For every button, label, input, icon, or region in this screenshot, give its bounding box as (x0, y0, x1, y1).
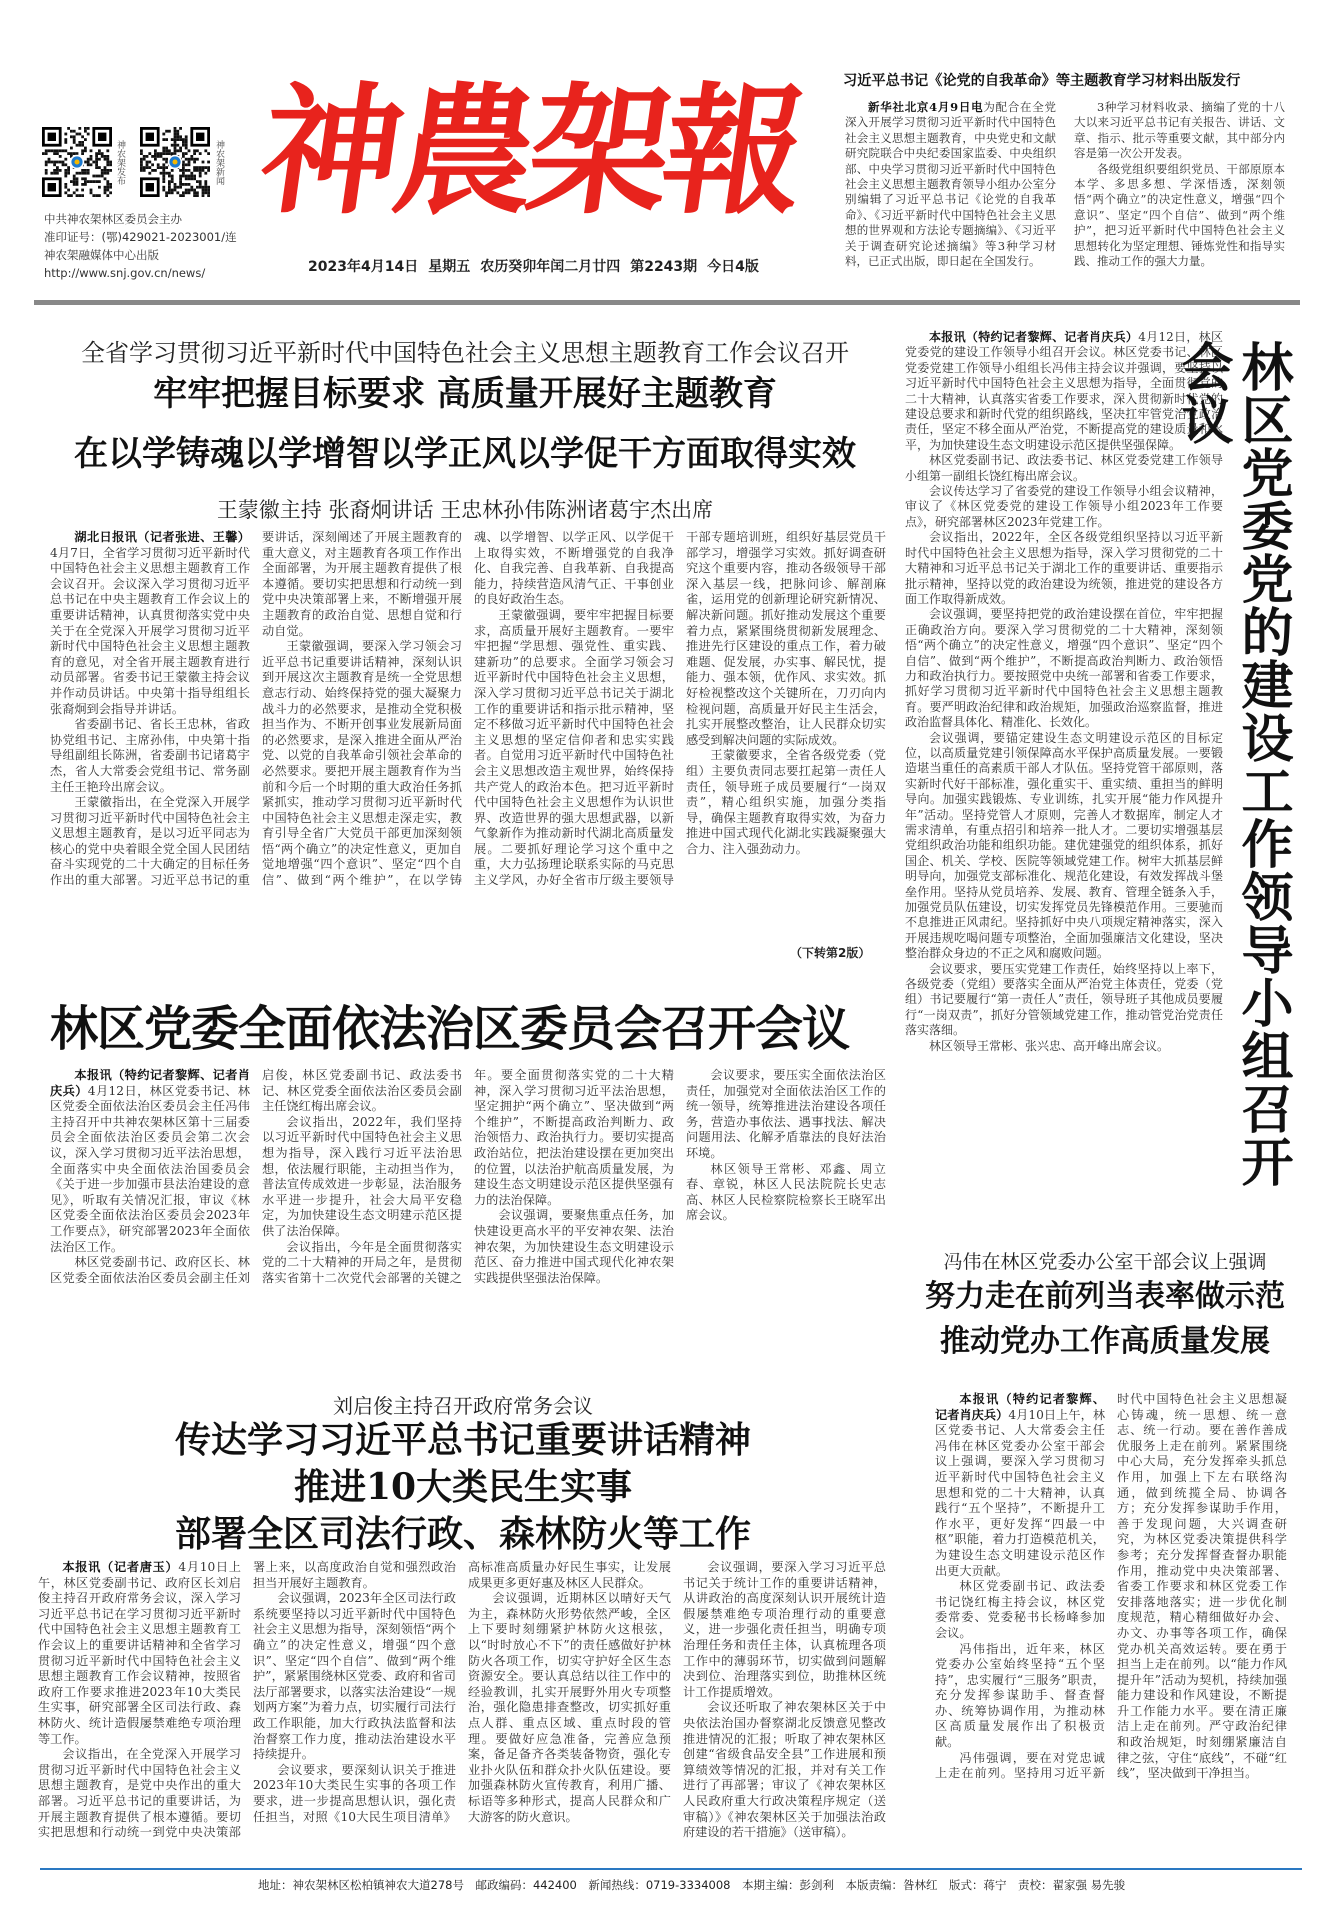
paragraph-text: 会议传达学习了省委党的建设工作领导小组会议精神，审议了《林区党委党的建设工作领导小组2023年工作要点》，研究部署林区2023年党建工作。 (905, 484, 1223, 529)
paragraph-text: 会议指出，2022年，我们坚持以习近平新时代中国特色社会主义思想为指导，深入践行习近平法治思想，依法履行职能，主动担当作为，普法宣传成效进一步彰显，法治服务水平进一步提升，社会大局平安稳定，为加快建设生态文明建示范区提供了法治保障。 (262, 1114, 462, 1238)
paragraph-text: 为配合在全党深入开展学习贯彻习近平新时代中国特色社会主义思想主题教育，中央党史和文献研究院联合中央纪委国家监委、中央组织部、中央学习贯彻习近平新时代中国特色社会主义思想主题教育领导小组办公室分别编辑了习近平总书记《论党的自我革命》、《习近平新时代中国特色社会主义思想的世界观和方法论专题摘编》、《习近平关于调查研究论述摘编》等3种学习材料，已正式出版，即日起在全国发行。 (845, 100, 1056, 269)
paragraph-text: 4月10日上午，林区党委书记、人大常委会主任冯伟在林区党委办公室干部会议上强调，要深入学习贯彻习近平新时代中国特色社会主义思想和党的二十大精神，认真践行“五个坚持”，不断提升工作水平，更好发挥“四最一中枢”职能，着力打造模范机关，为建设生态文明建设示范区作出更大贡献。 (935, 1407, 1106, 1578)
article-paragraph (468, 1591, 671, 1825)
article-paragraph (905, 484, 1223, 530)
article-paragraph (262, 1115, 462, 1240)
continued-notice[interactable]: （下转第2版） (790, 946, 871, 960)
article-paragraph (1074, 162, 1285, 270)
dateline-lead: 湖北日报讯（记者张进、王馨） (74, 530, 250, 544)
article-paragraph (935, 1642, 1105, 1751)
article-paragraph (905, 962, 1223, 1039)
sponsor: 中共神农架林区委员会主办 (44, 212, 182, 226)
article-paragraph (935, 1579, 1105, 1641)
paragraph-text: 3种学习材料收录、摘编了党的十八大以来习近平总书记有关报告、讲话、文章、指示、批示等重要文献，其中部分内容是第一次公开发表。 (1074, 100, 1285, 161)
article-paragraph (905, 731, 1223, 962)
dateline (308, 256, 769, 276)
paragraph-text: 会议要求，要深刻认识关于推进2023年10大类民生实事的各项工作要求，进一步提高思想认识，强化责任担当，对照《10大民生项目清单》高标准高质量办好民生事实，让发展成果更多更好惠及林区人民群众。 (253, 1560, 671, 1824)
paragraph-text: 会议强调，要坚持把党的政治建设摆在首位，牢牢把握正确政治方向。要深入学习贯彻党的二十大精神，深刻领悟“两个确立”的决定性意义，增强“四个意识”、坚定“四个自信”、做到“两个维护”，不断提高政治判断力、政治领悟力和政治执行力。要按照党中央统一部署和省委工作要求，抓好学习贯彻习近平新时代中国特色社会主义思想主题教育。要严明政治纪律和政治规矩，加强政治巡察监督，推进政治监督具体化、精准化、长效化。 (905, 607, 1223, 730)
paragraph-text: 会议要求，要压实全面依法治区责任，加强党对全面依法治区工作的统一领导，统筹推进法治建设各项任务，营造办事依法、遇事找法、解决问题用法、化解矛盾靠法的良好法治环境。 (686, 1068, 886, 1160)
issue-number: 第2243期 (630, 259, 698, 275)
article-paragraph (686, 748, 886, 857)
publisher: 神农架融媒体中心出版 (44, 248, 159, 262)
rule-of-law-body (50, 1068, 886, 1348)
article-paragraph (683, 1700, 886, 1840)
article-paragraph (686, 1068, 886, 1162)
article-paragraph (905, 607, 1223, 730)
article-paragraph (38, 1560, 241, 1747)
article-paragraph (474, 1208, 674, 1286)
office-story-kicker: 冯伟在林区党委办公室干部会议上强调 (943, 1251, 1267, 1273)
masthead-divider (34, 300, 1300, 305)
qr-code-icon (140, 125, 210, 199)
article-paragraph (50, 1068, 250, 1255)
qr-label: 神农架新闻 (214, 140, 224, 185)
main-story-kicker: 全省学习贯彻习近平新时代中国特色社会主义思想主题教育工作会议召开 (81, 339, 849, 367)
paragraph-text: 冯伟强调，要在对党忠诚上走在前列。坚持用习近平新时代中国特色社会主义思想凝心铸魂，统一思想、统一意志、统一行动。要在善作善成优服务上走在前列。紧紧围绕中心大局，充分发挥牵头抓总作用，加强上下左右联络沟通，做到统揽全局、协调各方；充分发挥参谋助手作用，善于发现问题，大兴调查研究，为林区党委决策提供科学参考；充分发挥督查督办职能作用，推动党中央决策部署、省委工作要求和林区党委工作安排落地落实；进一步优化制度规范，精心精细做好办会、办文、办事等各项工作，确保党办机关高效运转。要在勇于担当上走在前列。以“能力作风提升年”活动为契机，持续加强能力建设和作风建设，不断提升工作能力水平。要在清正廉洁上走在前列。严守政治纪律和政治规矩，时刻绷紧廉洁自律之弦，守住“底线”，不碰“红线”，坚决做到干净担当。 (935, 1392, 1287, 1781)
lunar-date: 农历癸卯年闰二月廿四 (480, 259, 621, 275)
newspaper-logo: 神農架報 (250, 70, 810, 234)
gov-story-kicker: 刘启俊主持召开政府常务会议 (333, 1394, 593, 1418)
paragraph-text: 会议指出，2022年，全区各级党组织坚持以习近平新时代中国特色社会主义思想为指导，深入学习贯彻党的二十大精神和习近平总书记关于湖北工作的重要讲话、重要指示批示精神，坚持以党的政治建设为统领，推进党的建设各方面工作取得新成效。 (905, 530, 1223, 606)
article-paragraph (683, 1560, 886, 1700)
date: 2023年4月14日 (308, 259, 419, 275)
paragraph-text: 王蒙徽指出，在全党深入开展学习贯彻习近平新时代中国特色社会主义思想主题教育，是以习近平同志为核心的党中央着眼全党全国人民团结奋斗实现党的二十大确定的目标任务作出的重大部署。习近平总书记的重要讲话，深刻阐述了开展主题教育的重大意义，对主题教育各项工作作出全面部署，为开展主题教育提供了根本遵循。要切实把思想和行动统一到党中央决策部署上来，不断增强开展主题教育的政治自觉、思想自觉和行动自觉。 (50, 530, 462, 888)
article-paragraph (50, 530, 250, 717)
paragraph-text: 会议要求，要压实党建工作责任，始终坚持以上率下，各级党委（党组）要落实全面从严治党主体责任，党委（党组）书记要履行“第一责任人”责任，领导班子其他成员要履行“一岗双责”，抓好分管领域党建工作，推动管党治党责任落实落细。 (905, 961, 1223, 1038)
top-news-body (845, 100, 1285, 282)
paragraph-text: 4月7日，全省学习贯彻习近平新时代中国特色社会主义思想主题教育工作会议召开。会议深入学习贯彻习近平总书记在中央主题教育工作会议上的重要讲话精神，认真贯彻落实党中央关于在全党深入开展学习贯彻习近平新时代中国特色社会主义思想主题教育的意见，对全省开展主题教育进行动员部署。省委书记王蒙徽主持会议并作动员讲话。中央第十指导组组长张裔炯到会指导并讲话。 (50, 545, 250, 716)
main-story-headline-2[interactable]: 在以学铸魂以学增智以学正风以学促干方面取得实效 (74, 434, 856, 474)
office-story-headline-2[interactable]: 推动党办工作高质量发展 (940, 1324, 1270, 1359)
article-paragraph (686, 1162, 886, 1224)
paragraph-text: 林区党委副书记、政法委书记饶红梅主持会议，林区党委常委、党委秘书长杨峰参加会议。 (935, 1579, 1105, 1640)
rule-of-law-headline[interactable]: 林区党委全面依法治区委员会召开会议 (50, 1001, 850, 1057)
license: 准印证号：(鄂)429021-2023001/连 (44, 230, 237, 244)
qr-code-shennongjia-release[interactable] (42, 125, 112, 199)
gov-story-headline-3[interactable]: 部署全区司法行政、森林防火等工作 (174, 1513, 751, 1555)
top-news-headline[interactable]: 习近平总书记《论党的自我革命》等主题教育学习材料出版发行 (843, 73, 1241, 89)
article-paragraph (50, 717, 250, 795)
paragraph-text: 林区党委副书记、政法委书记、林区党委党建工作领导小组第一副组长饶红梅出席会议。 (905, 453, 1223, 483)
office-story-headline-1[interactable]: 努力走在前列当表率做示范 (925, 1279, 1285, 1314)
footer-rule (40, 1868, 1302, 1870)
party-building-headline[interactable]: 林区党委党的建设工作领导小组召开会议 (1172, 340, 1293, 1188)
main-story-body (50, 530, 886, 934)
article-paragraph (905, 1039, 1223, 1054)
weekday: 星期五 (428, 259, 471, 275)
dateline-lead: 本报讯（特约记者黎辉、记者肖庆兵） (935, 1392, 1105, 1422)
paragraph-text: 会议指出，今年是全面贯彻落实党的二十大精神的开局之年，是贯彻落实省第十二次党代会部署的关键之年。要全面贯彻落实党的二十大精神，深入学习贯彻习近平法治思想，坚定拥护“两个确立”、坚决做到“两个维护”，不断提高政治判断力、政治领悟力、政治执行力。要切实提高政治站位，把法治建设摆在更加突出的位置，以法治护航高质量发展，为建设生态文明建设示范区提供坚强有力的法治保障。 (262, 1068, 674, 1285)
paragraph-text: 各级党组织要组织党员、干部原原本本学、多思多想、学深悟透，深刻领悟“两个确立”的决定性意义，增强“四个意识”、坚定“四个自信”、做到“两个维护”，把习近平新时代中国特色社会主义思想转化为坚定理想、锤炼党性和指导实践、推动工作的强大力量。 (1074, 161, 1285, 269)
paragraph-text: 4月12日，林区党委书记、林区党委全面依法治区委员会主任冯伟主持召开中共神农架林区第十三届委员会全面依法治区委员会第二次会议，深入学习贯彻习近平法治思想，全面落实中央全面依法治国委员会《关于进一步加强市县法治建设的意见》，听取有关情况汇报，审议《林区党委全面依法治区委员会2023年工作要点》，研究部署2023年全面依法治区工作。 (50, 1083, 251, 1254)
office-story-body (935, 1392, 1287, 1860)
paragraph-text: 王蒙徽要求，全省各级党委（党组）主要负责同志要扛起第一责任人责任，领导班子成员要履行“一岗双责”，精心组织实施，加强分类指导，确保主题教育取得实效，为奋力推进中国式现代化湖北实践凝聚强大合力、注入强劲动力。 (686, 748, 886, 856)
party-building-body (905, 330, 1223, 1220)
paragraph-text: 会议强调，要深入学习习近平总书记关于统计工作的重要讲话精神，从讲政治的高度深刻认识开展统计造假屡禁难绝专项治理行动的重要意义，进一步强化责任担当，明确专项治理任务和责任主体，认真梳理各项工作中的薄弱环节，切实做到问题解决到位、治理落实到位，助推林区统计工作提质增效。 (683, 1560, 886, 1699)
page-count: 今日4版 (707, 259, 759, 275)
article-paragraph (905, 530, 1223, 607)
paragraph-text: 4月12日，林区党委党的建设工作领导小组召开会议。林区党委书记、林区党委党建工作领导小组组长冯伟主持会议并强调，要坚持以习近平新时代中国特色社会主义思想为指导，全面贯彻党的二十大精神，认真落实省委工作要求，深入贯彻新时代党的建设总要求和新时代党的组织路线，坚决扛牢管党治党政治责任，坚定不移全面从严治党，不断提高党的建设质量和水平，为加快建设生态文明建设示范区提供坚强保障。 (905, 330, 1223, 452)
article-paragraph (253, 1591, 456, 1763)
gov-story-headline-2[interactable]: 推进10大类民生实事 (293, 1466, 633, 1508)
paragraph-text: 会议还听取了神农架林区关于中央依法治国办督察湖北反馈意见整改推进情况的汇报；听取了神农架林区创建“省级食品安全县”工作进展和预算绩效等情况的汇报，并对有关工作进行了再部署；审议了《神农架林区人民政府重大行政决策程序规定（送审稿）》《神农架林区关于加强法治政府建设的若干措施》（送审稿）。 (683, 1700, 886, 1840)
dateline-lead: 新华社北京4月9日电 (868, 100, 984, 114)
dateline-lead: 本报讯（特约记者黎辉、记者肖庆兵） (929, 330, 1139, 344)
paragraph-text: 会议强调，近期林区以晴好天气为主，森林防火形势依然严峻，全区上下要时刻绷紧护林防火这根弦，以“时时放心不下”的责任感做好护林防火各项工作，切实守护好全区生态资源安全。要认真总结以往工作中的经验教训，扎实开展野外用火专项整治，强化隐患排查整改，切实抓好重点人群、重点区域、重点时段的管理。要做好应急准备，完善应急预案，备足备齐各类装备物资，强化专业扑火队伍和群众扑火队伍建设。要加强森林防火宣传教育，利用广播、标语等多种形式，提高人民群众和广大游客的防火意识。 (468, 1591, 671, 1824)
qr-code-shennongjia-news[interactable] (140, 125, 210, 199)
paragraph-text: 林区党委副书记、政府区长、林区党委全面依法治区委员会副主任刘启俊，林区党委副书记、政法委书记、林区党委全面依法治区委员会副主任饶红梅出席会议。 (50, 1068, 462, 1285)
article-paragraph (1074, 100, 1285, 162)
paragraph-text: 林区领导王常彬、张兴忠、高开峰出席会议。 (929, 1038, 1170, 1053)
main-story-byline: 王蒙徽主持 张裔炯讲话 王忠林孙伟陈洲诸葛宇杰出席 (216, 498, 714, 522)
paragraph-text: 会议强调，2023年全区司法行政系统要坚持以习近平新时代中国特色社会主义思想为指导，深刻领悟“两个确立”的决定性意义，增强“四个意识”、坚定“四个自信”、做到“两个维护”，紧紧围绕林区党委、政府和省司法厅部署要求，以落实法治建设“一规划两方案”为着力点，切实履行司法行政工作职能，加大行政执法监督和法治督察工作力度，推动法治建设水平持续提升。 (253, 1591, 456, 1762)
main-story-headline-1[interactable]: 牢牢把握目标要求 高质量开展好主题教育 (153, 374, 777, 414)
paragraph-text: 林区领导王常彬、邓鑫、周立春、章锐，林区人民法院院长史志高、林区人民检察院检察长王晓军出席会议。 (686, 1161, 886, 1223)
paragraph-text: 王蒙徽强调，要深入学习领会习近平总书记重要讲话精神，深刻认识到开展这次主题教育是统一全党思想意志行动、始终保持党的强大凝聚力战斗力的必然要求，是推动全党积极担当作为、不断开创事业发展新局面的必然要求，是深入推进全面从严治党、以党的自我革命引领社会革命的必然要求。要把开展主题教育作为当前和今后一个时期的重大政治任务抓紧抓实，推动学习贯彻习近平新时代中国特色社会主义思想走深走实，教育引导全省广大党员干部更加深刻领悟“两个确立”的决定性意义，更加自觉地增强“四个意识”、坚定“四个自信”、做到“两个维护”，在以学铸魂、以学增智、以学正风、以学促干上取得实效，不断增强党的自我净化、自我完善、自我革新、自我提高能力，持续营造风清气正、干事创业的良好政治生态。 (262, 530, 674, 888)
footer-info: 地址：神农架林区松柏镇神农大道278号 邮政编码：442400 新闻热线：0719-3334008 本期主编：彭剑利 本版责编：昝林红 版式：蒋宁 责校：翟家强 易先骏 (258, 1878, 1126, 1892)
qr-code-icon (42, 125, 112, 199)
paragraph-text: 会议强调，要锚定建设生态文明建设示范区的目标定位，以高质量党建引领保障高水平保护高质量发展。一要锻造堪当重任的高素质干部人才队伍。坚持党管干部原则，落实新时代好干部标准，强化重实干、重实绩、重担当的鲜明导向。加强实践锻炼、专业训练，扎实开展“能力作风提升年”活动。坚持党管人才原则，完善人才数据库，制定人才需求清单，有重点招引和培养一批人才。二要切实增强基层党组织政治功能和组织功能。建优建强党的组织体系，抓好国企、机关、学校、医院等领域党建工作。树牢大抓基层鲜明导向，加强党支部标准化、规范化建设，有效发挥战斗堡垒作用。坚持从党员培养、发展、教育、管理全链条入手，加强党员队伍建设，切实发挥党员先锋模范作用。三要驰而不息推进正风肃纪。坚持抓好中央八项规定精神落实，深入开展违规吃喝问题专项整治，全面加强廉洁文化建设，坚决整治群众身边的不正之风和腐败问题。 (905, 730, 1223, 961)
dateline-lead: 本报讯（特约记者黎辉、记者肖庆兵） (50, 1068, 250, 1098)
paragraph-text: 冯伟指出，近年来，林区党委办公室始终坚持“五个坚持”，忠实履行“三服务”职责，充分发挥参谋助手、督查督办、统筹协调作用，为推动林区高质量发展作出了积极贡献。 (935, 1641, 1105, 1750)
paragraph-text: 4月10日上午，林区党委副书记、政府区长刘启俊主持召开政府常务会议，深入学习习近平总书记在学习贯彻习近平新时代中国特色社会主义思想主题教育工作会议上的重要讲话精神和全省学习贯彻习近平新时代中国特色社会主义思想主题教育工作会议精神，按照省政府工作要求推进2023年10大类民生实事，研究部署全区司法行政、森林防火、统计造假屡禁难绝专项治理等工作。 (38, 1560, 241, 1746)
paragraph-text: 会议指出，在全党深入开展学习贯彻习近平新时代中国特色社会主义思想主题教育，是党中央作出的重大部署。习近平总书记的重要讲话，为开展主题教育提供了根本遵循。要切实把思想和行动统一到党中央决策部署上来，以高度政治自觉和强烈政治担当开展好主题教育。 (38, 1560, 456, 1840)
article-paragraph (905, 453, 1223, 484)
website-url[interactable]: http://www.snj.gov.cn/news/ (44, 266, 206, 280)
publication-info (44, 210, 237, 282)
qr-label: 神农架发布 (115, 140, 125, 185)
dateline-lead: 本报讯（记者唐玉） (62, 1560, 179, 1574)
gov-story-headline-1[interactable]: 传达学习习近平总书记重要讲话精神 (174, 1419, 751, 1461)
paragraph-text: 省委副书记、省长王忠林，省政协党组书记、主席孙伟，中央第十指导组副组长陈洲，省委副书记诸葛宇杰，省人大常委会党组书记、常务副主任王艳玲出席会议。 (50, 717, 250, 794)
paragraph-text: 王蒙徽强调，要牢牢把握目标要求，高质量开展好主题教育。一要牢牢把握“学思想、强党性、重实践、建新功”的总要求。全面学习领会习近平新时代中国特色社会主义思想，深入学习贯彻习近平总书记关于湖北工作的重要讲话和指示批示精神，坚定不移做习近平新时代中国特色社会主义思想的坚定信仰者和忠实实践者。自觉用习近平新时代中国特色社会主义思想改造主观世界，始终保持共产党人的政治本色。把习近平新时代中国特色社会主义思想作为认识世界、改造世界的强大思想武器，以新气象新作为推动新时代湖北高质量发展。二要抓好理论学习这个重中之重，大力弘扬理论联系实际的马克思主义学风，办好全省市厅级主要领导干部专题培训班，组织好基层党员干部学习，增强学习实效。抓好调查研究这个重要内容，推动各级领导干部深入基层一线，把脉问诊、解剖麻雀，运用党的创新理论研究新情况、解决新问题。抓好推动发展这个重要着力点，紧紧围绕贯彻新发展理念、推进先行区建设的重点工作，着力破难题、促发展，办实事、解民忧，提能力、强本领，优作风、求实效。抓好检视整改这个关键所在，刀刃向内检视问题，高质量开好民主生活会，扎实开展整改整治，让人民群众切实感受到解决问题的实际成效。 (474, 530, 886, 888)
gov-story-body (38, 1560, 886, 1862)
paragraph-text: 会议强调，要聚焦重点任务，加快建设更高水平的平安神农架、法治神农架，为加快建设生态文明建设示范区、奋力推进中国式现代化神农架实践提供坚强法治保障。 (474, 1208, 674, 1285)
article-paragraph (845, 100, 1056, 269)
article-paragraph (935, 1392, 1105, 1579)
